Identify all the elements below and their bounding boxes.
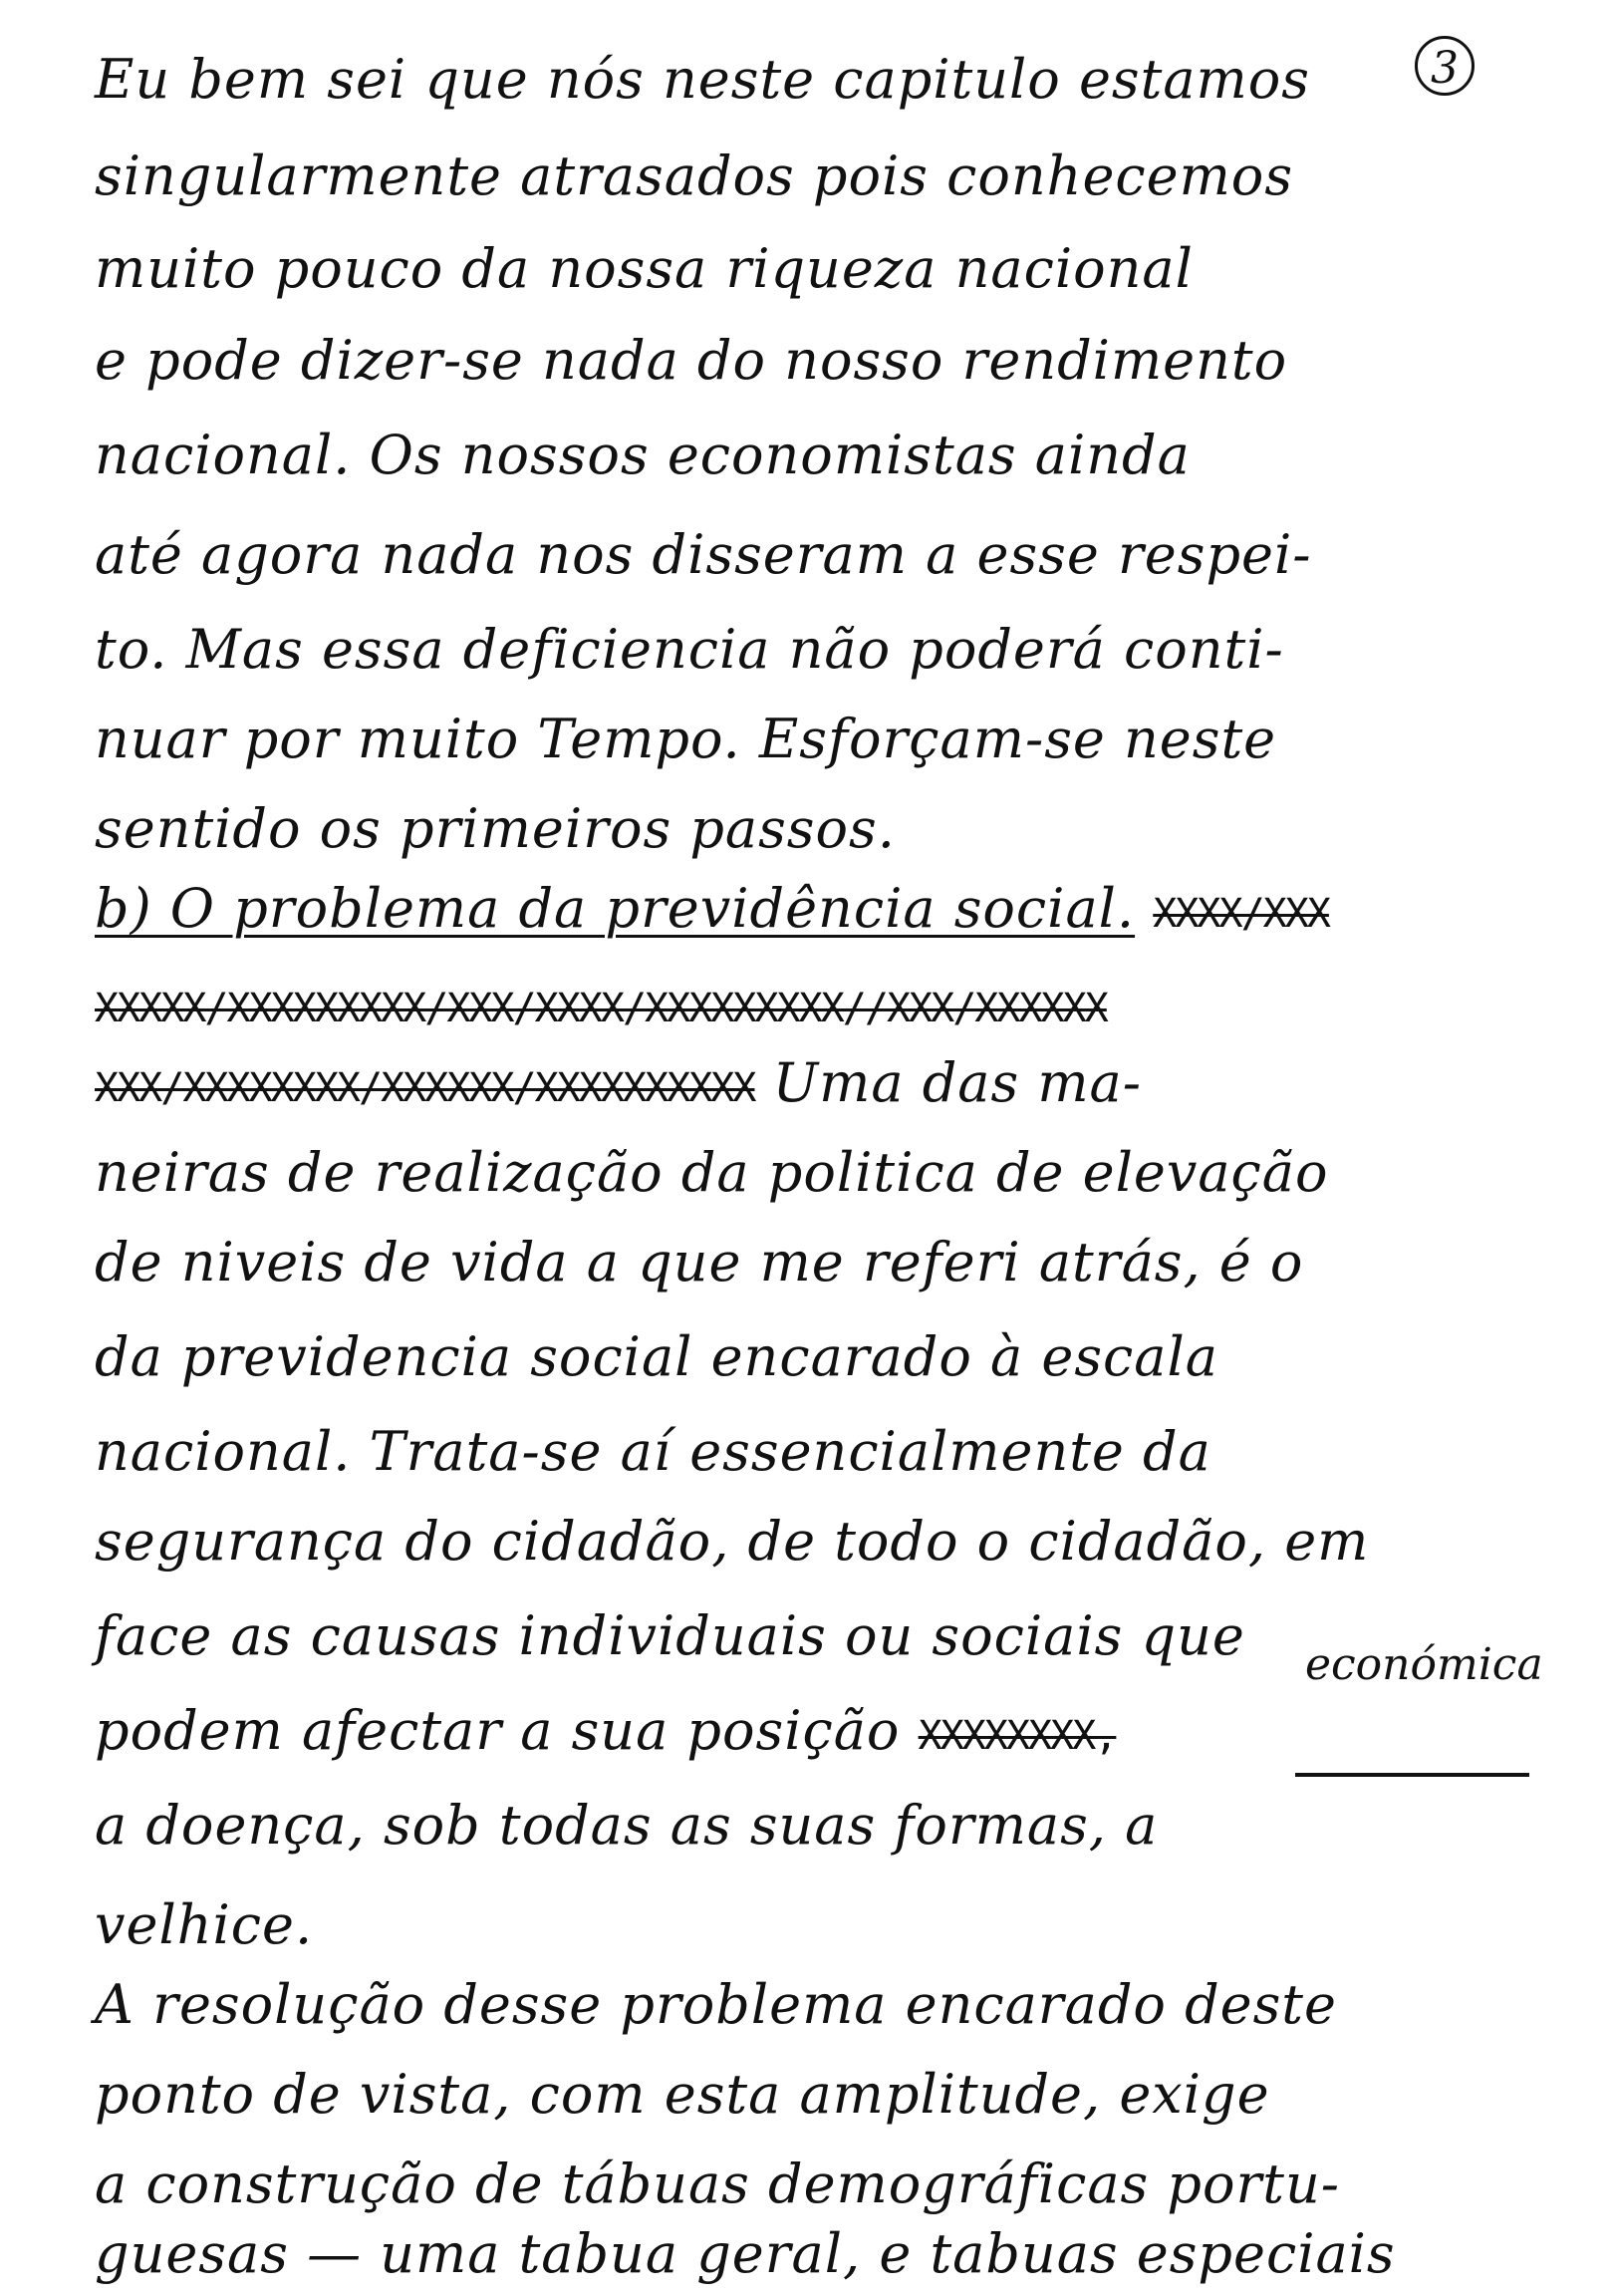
- text-line-5: nacional. Os nossos economistas ainda: [95, 424, 1191, 486]
- section-heading: b) O problema da previdência social.: [95, 877, 1136, 940]
- text-line-4: e pode dizer-se nada do nosso rendimento: [95, 329, 1288, 392]
- text-line-24: a construção de tábuas demográficas portu-: [95, 2152, 1341, 2215]
- inserted-word: económica: [1305, 1639, 1543, 1690]
- text-line-7: to. Mas essa deficiencia não poderá conti-: [95, 618, 1284, 681]
- text-line-16: nacional. Trata-se aí essencialmente da: [95, 1420, 1211, 1483]
- crossed-out-text: XXX/XXXXXXXX/XXXXXX/XXXXXXXXXX: [95, 1065, 755, 1111]
- text-line-13: neiras de realização da politica de elevação: [95, 1141, 1329, 1204]
- text-line-11: [95, 972, 1107, 1034]
- text-line-9: sentido os primeiros passos.: [95, 797, 896, 860]
- text-fragment: Uma das ma-: [772, 1051, 1142, 1114]
- text-line-3: muito pouco da nossa riqueza nacional: [95, 237, 1194, 300]
- text-line-25: guesas — uma tabua geral, e tabuas especiais: [95, 2222, 1396, 2285]
- text-line-2: singularmente atrasados pois conhecemos: [95, 144, 1294, 207]
- text-line-22: A resolução desse problema encarado deste: [95, 1973, 1337, 2036]
- crossed-out-text: XXXXX/XXXXXXXXX/XXX/XXXX/XXXXXXXXX//XXX/XXXXXX: [95, 986, 1107, 1031]
- text-line-18: face as causas individuais ou sociais que: [95, 1604, 1245, 1667]
- text-line-20: a doença, sob todas as suas formas, a: [95, 1794, 1159, 1857]
- text-line-23: ponto de vista, com esta amplitude, exige: [95, 2063, 1270, 2126]
- page-number: 3: [1415, 36, 1475, 96]
- crossed-out-text: XXXXXXXX,: [918, 1713, 1117, 1759]
- text-line-17: segurança do cidadão, de todo o cidadão, em: [95, 1510, 1370, 1573]
- text-line-19: [95, 1699, 1116, 1762]
- text-fragment: podem afectar a sua posição: [95, 1699, 901, 1762]
- text-line-14: de niveis de vida a que me referi atrás, é o: [95, 1231, 1304, 1293]
- insertion-underline: [1295, 1773, 1529, 1777]
- text-line-8: nuar por muito Tempo. Esforçam-se neste: [95, 708, 1277, 770]
- text-line-10: [95, 877, 1329, 940]
- text-line-12: [95, 1051, 1142, 1114]
- text-line-15: da previdencia social encarado à escala: [95, 1325, 1218, 1388]
- text-line-21: velhice.: [95, 1893, 314, 1956]
- text-line-1: Eu bem sei que nós neste capitulo estamos: [95, 48, 1310, 111]
- text-line-6: até agora nada nos disseram a esse respei-: [95, 523, 1312, 586]
- crossed-out-text: XXXX/XXX: [1153, 891, 1329, 937]
